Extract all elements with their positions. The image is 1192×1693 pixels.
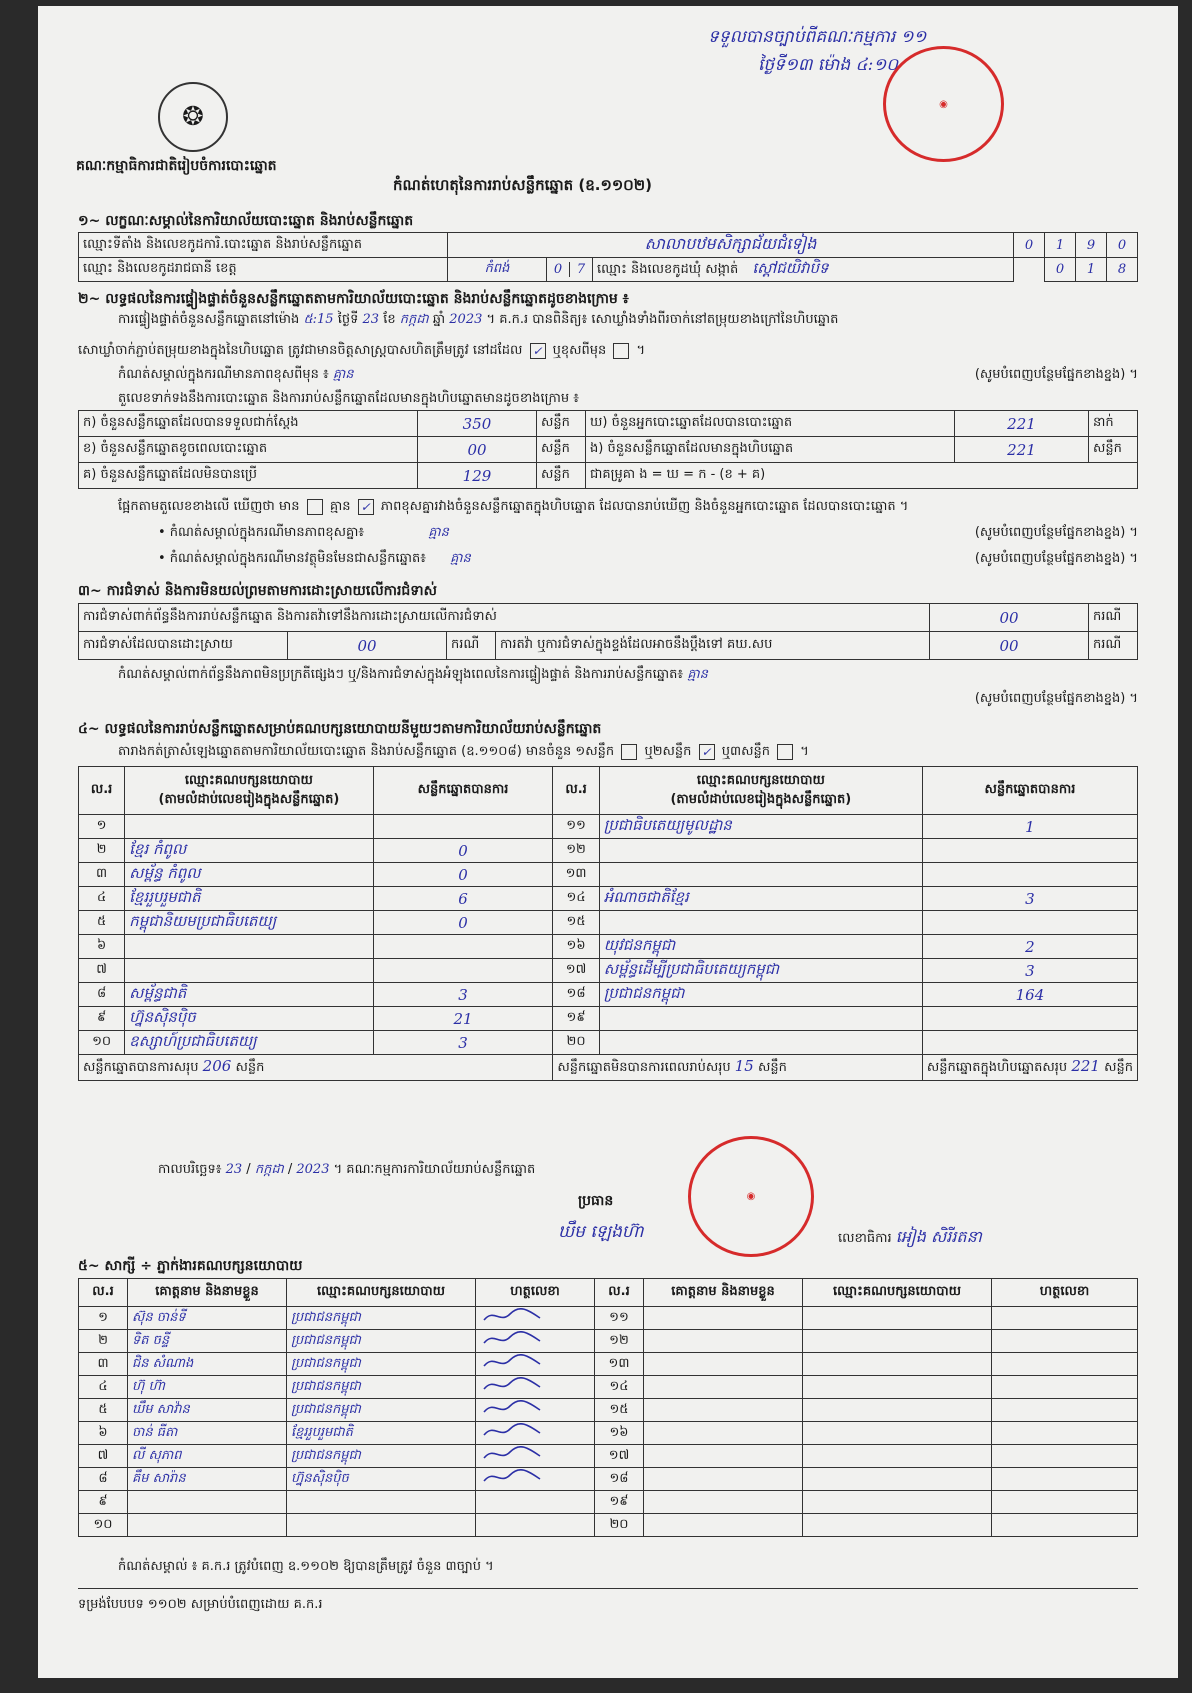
table-row <box>79 1307 1138 1330</box>
table-row <box>79 1007 1138 1031</box>
party-name: សម្ព័ន្ធ កំពូល <box>125 863 373 887</box>
row-number: ២០ <box>595 1514 644 1537</box>
witness-name <box>644 1307 803 1330</box>
check-time: ៥:15 <box>303 312 334 327</box>
total-valid-value: 206 <box>202 1057 232 1075</box>
witness-table: ល.រ គោត្តនាម និងនាមខ្លួន ឈ្មោះគណបក្សនយោបាយ ហត្ថលេខា ល.រ គោត្តនាម និងនាមខ្លួន ឈ្មោះគណបក្សនយោបាយ ហត្ថលេខា ១ ស៊ុន ចាន់ទី ប្រជាជនកម្ពុជា ១១ ២ ទិត ចន្ទី ប្រជាជនកម្ពុជា ១២ ៣ ជិន សំណាង ប្រជាជនកម្ពុជា ១៣ ៤ ហ៊ុ ហ៊ា ប្រជាជនកម្ពុជា ១៤ ៥ ឃឹម សាវ៉ាន ប្រជាជនកម្ពុជា ១៥ ៦ ចាន់ ធីតា ខ្មែររួបរួមជាតិ ១៦ ៧ លី សុភាព ប្រជាជនកម្ពុជា ១៧ ៨ គឹម សារ៉ាន ហ្វ៊ុនស៊ិនប៉ិច ១៨ ៩ ១៩ ១០ ២០ <box>78 1278 1138 1537</box>
party-votes: 3 <box>373 983 553 1007</box>
footer-divider <box>78 1588 1138 1589</box>
total-in-box-value: 221 <box>1071 1057 1100 1075</box>
appealed-objections-value: 00 <box>930 632 1089 660</box>
witness-signature <box>992 1514 1138 1537</box>
total-invalid-value: 15 <box>734 1057 754 1075</box>
table-row <box>79 959 1138 983</box>
party-votes: 2 <box>922 935 1137 959</box>
row-number: ១៤ <box>553 887 599 911</box>
three-sheets-checkbox[interactable] <box>777 744 793 760</box>
location-code-digit: 9 <box>1076 233 1107 258</box>
row-number: ១៣ <box>595 1353 644 1376</box>
witness-signature <box>992 1353 1138 1376</box>
row-number: ១៦ <box>553 935 599 959</box>
party-votes <box>373 935 553 959</box>
president-label: ប្រធាន <box>578 1193 614 1209</box>
party-votes <box>373 959 553 983</box>
row-number: ១០ <box>79 1514 128 1537</box>
witness-party: ខ្មែររួបរួមជាតិ <box>287 1422 476 1445</box>
party-votes: 164 <box>922 983 1137 1007</box>
witness-party: ប្រជាជនកម្ពុជា <box>287 1307 476 1330</box>
witness-signature <box>992 1468 1138 1491</box>
witness-party <box>803 1307 992 1330</box>
ballots-in-box-value: 221 <box>955 437 1089 463</box>
witness-name <box>644 1399 803 1422</box>
witness-signature <box>476 1376 595 1399</box>
commune-label: ឈ្មោះ និងលេខកូដឃុំ សង្កាត់ <box>597 261 739 277</box>
same-checkbox[interactable]: ✓ <box>530 343 546 359</box>
witness-party <box>287 1514 476 1537</box>
secretary-signature: អៀង សិរីរតនា <box>895 1227 982 1246</box>
party-votes <box>922 911 1137 935</box>
row-number: ១៨ <box>595 1468 644 1491</box>
witness-party <box>803 1422 992 1445</box>
witness-signature <box>992 1422 1138 1445</box>
seal-check-line2: សោឃ្លាំចាក់ភ្ជាប់តម្រុយខាងក្នុងនៃហិបឆ្នោត ត្រូវជាមានចិត្តសាស្រ្តបាសហិតត្រឹមត្រូវ នៅដដែល ✓ ឬខុសពីមុន ។ <box>78 343 646 358</box>
party-votes: 3 <box>922 959 1137 983</box>
party-name: ហ្វ៊ុនស៊ិនប៉ិច <box>125 1007 373 1031</box>
org-name: គណៈកម្មាធិការជាតិរៀបចំការបោះឆ្នោត <box>76 158 277 174</box>
witness-name <box>644 1491 803 1514</box>
ballots-in-box-label: ង) ចំនួនសន្លឹកឆ្នោតដែលមានក្នុងហិបឆ្នោត <box>586 437 955 463</box>
witness-name <box>644 1514 803 1537</box>
row-number: ១៩ <box>595 1491 644 1514</box>
witness-party: ប្រជាជនកម្ពុជា <box>287 1353 476 1376</box>
one-sheet-checkbox[interactable] <box>621 744 637 760</box>
formula-text: ជាគម្រូគា ង = ឃ = ក - (ខ + គ) <box>586 463 1138 489</box>
section1-table <box>78 232 1138 282</box>
signature-scribble <box>480 1446 550 1462</box>
party-votes <box>922 1031 1137 1055</box>
party-name <box>125 815 373 839</box>
row-number: ១៦ <box>595 1422 644 1445</box>
table-row <box>79 1399 1138 1422</box>
location-code-digit: 1 <box>1045 233 1076 258</box>
party-votes: 1 <box>922 815 1137 839</box>
party-name <box>599 1031 922 1055</box>
witness-name <box>644 1468 803 1491</box>
no-discrepancy-checkbox[interactable]: ✓ <box>358 499 374 515</box>
row-number: ៣ <box>79 1353 128 1376</box>
witness-signature <box>476 1307 595 1330</box>
witness-party <box>803 1445 992 1468</box>
seal-check-line1: ការផ្ទៀងផ្ទាត់ចំនួនសន្លឹកឆ្នោតនៅម៉ោង ៥:15 ថ្ងៃទី 23 ខែ កក្កដា ឆ្នាំ 2023 ។ គ.ក.រ បានពិនិត្យ៖ សោឃ្លាំងទាំងពីរចាក់នៅតម្រុយខាងក្រៅនៃហិបឆ្នោត <box>118 312 839 327</box>
witness-signature <box>476 1399 595 1422</box>
witness-party <box>803 1330 992 1353</box>
table-row <box>79 1491 1138 1514</box>
party-name: យុវជនកម្ពុជា <box>599 935 922 959</box>
two-sheets-checkbox[interactable]: ✓ <box>699 744 715 760</box>
witness-party: ប្រជាជនកម្ពុជា <box>287 1376 476 1399</box>
irregularity-note: កំណត់សម្គាល់ពាក់ព័ន្ធនឹងភាពមិនប្រក្រតីផ្សេងៗ ឬ/និងការជំទាស់ក្នុងអំឡុងពេលនៃការផ្ទៀងផ្ទាត់ និងការរាប់សន្លឹកឆ្នោត៖ គ្មាន <box>118 667 708 682</box>
witness-signature <box>992 1399 1138 1422</box>
location-code-digit: 0 <box>1107 233 1138 258</box>
party-name: ខ្មែរ កំពូល <box>125 839 373 863</box>
witness-name: លី សុភាព <box>128 1445 287 1468</box>
location-label: ឈ្មោះទីតាំង និងលេខកូដការិ.បោះឆ្នោត និងរាប់សន្លឹកឆ្នោត <box>79 233 448 258</box>
discrepancy-note: • កំណត់សម្គាល់ក្នុងករណីមានភាពខុសគ្នា៖ គ្មាន (សូមបំពេញបន្ថែមផ្នែកខាងខ្នង) ។ <box>158 525 1138 540</box>
witness-signature <box>476 1330 595 1353</box>
witness-party <box>803 1353 992 1376</box>
witness-name: ទិត ចន្ទី <box>128 1330 287 1353</box>
witness-party: ប្រជាជនកម្ពុជា <box>287 1330 476 1353</box>
section1-title: ១~ លក្ខណៈសម្គាល់នៃការិយាល័យបោះឆ្នោត និងរាប់សន្លឹកឆ្នោត <box>78 213 414 229</box>
check-month: កក្កដា <box>399 312 429 327</box>
table-row <box>79 911 1138 935</box>
province-label: ឈ្មោះ និងលេខកូដរាជធានី ខេត្ត <box>79 258 448 282</box>
witness-signature <box>992 1307 1138 1330</box>
table-row <box>79 1031 1138 1055</box>
row-number: ១៨ <box>553 983 599 1007</box>
witness-signature <box>992 1445 1138 1468</box>
row-number: ៧ <box>79 1445 128 1468</box>
party-name: ប្រជាធិបតេយ្យមូលដ្ឋាន <box>599 815 922 839</box>
row-number: ៦ <box>79 1422 128 1445</box>
witness-signature <box>476 1468 595 1491</box>
row-number: ៥ <box>79 911 125 935</box>
witness-party: ប្រជាជនកម្ពុជា <box>287 1399 476 1422</box>
witness-name: ឃឹម សាវ៉ាន <box>128 1399 287 1422</box>
party-votes <box>373 815 553 839</box>
witness-signature <box>992 1330 1138 1353</box>
signature-scribble <box>480 1354 550 1370</box>
signature-scribble <box>480 1308 550 1324</box>
witness-name <box>644 1330 803 1353</box>
objections-value: 00 <box>930 604 1089 632</box>
commune-value: ស្ដៅជយិវាបិទ <box>752 258 829 277</box>
signature-scribble <box>480 1423 550 1439</box>
commune-code-digit: 8 <box>1107 258 1138 282</box>
discrepancy-line: ផ្អែកតាមតួលេខខាងលើ ឃើញថា មាន គ្មាន ✓ ភាពខុសគ្នារវាងចំនួនសន្លឹកឆ្នោតក្នុងហិបឆ្នោត ដែលបានរាប់ឃើញ និងចំនួនអ្នកបោះឆ្នោត ដែលបានបោះឆ្នោត ។ <box>118 499 909 514</box>
row-number: ៣ <box>79 863 125 887</box>
party-votes <box>922 839 1137 863</box>
location-value: សាលាបឋមសិក្សាជ័យជំទៀង <box>448 233 1014 258</box>
province-value: កំពង់ <box>448 258 547 282</box>
witness-signature <box>476 1353 595 1376</box>
witness-name <box>644 1445 803 1468</box>
witness-party <box>803 1514 992 1537</box>
difference-note-line: កំណត់សម្គាល់ក្នុងករណីមានភាពខុសពីមុន ៖ គ្មាន (សូមបំពេញបន្ថែមផ្នែកខាងខ្នង) ។ <box>118 367 1138 382</box>
row-number: ១០ <box>79 1031 125 1055</box>
resolved-objections-value: 00 <box>288 632 447 660</box>
table-row <box>79 1468 1138 1491</box>
difference-note-value: គ្មាន <box>332 367 354 382</box>
witness-party <box>803 1376 992 1399</box>
resolved-objections-label: ការជំទាស់ដែលបានដោះស្រាយ <box>79 632 288 660</box>
row-number: ៤ <box>79 887 125 911</box>
signature-scribble <box>480 1400 550 1416</box>
party-votes: 6 <box>373 887 553 911</box>
witness-name: ចាន់ ធីតា <box>128 1422 287 1445</box>
row-number: ៨ <box>79 1468 128 1491</box>
witness-name: ស៊ុន ចាន់ទី <box>128 1307 287 1330</box>
has-discrepancy-checkbox[interactable] <box>307 499 323 515</box>
commune-code-digit: 0 <box>1045 258 1076 282</box>
witness-party <box>803 1468 992 1491</box>
party-votes: 0 <box>373 911 553 935</box>
witness-name: ជិន សំណាង <box>128 1353 287 1376</box>
witness-name: គឹម សារ៉ាន <box>128 1468 287 1491</box>
row-number: ៧ <box>79 959 125 983</box>
form-title: កំណត់ហេតុនៃការរាប់សន្លឹកឆ្នោត (ឧ.១១០២) <box>393 176 653 194</box>
objections-label: ការជំទាស់ពាក់ព័ន្ធនឹងការរាប់សន្លឹកឆ្នោត និងការតវ៉ាទៅនឹងការដោះស្រាយលើការជំទាស់ <box>79 604 930 632</box>
row-number: ១១ <box>553 815 599 839</box>
signature-scribble <box>480 1377 550 1393</box>
witness-party: ប្រជាជនកម្ពុជា <box>287 1445 476 1468</box>
party-votes: 3 <box>373 1031 553 1055</box>
witness-signature <box>476 1491 595 1514</box>
witness-signature <box>476 1445 595 1468</box>
received-ballots-label: ក) ចំនួនសន្លឹកឆ្នោតដែលបានទទួលជាក់ស្ដែង <box>79 411 418 437</box>
witness-party <box>287 1491 476 1514</box>
table-row <box>79 983 1138 1007</box>
row-number: ១៧ <box>553 959 599 983</box>
voters-value: 221 <box>955 411 1089 437</box>
row-number: ៩ <box>79 1491 128 1514</box>
official-stamp-top: ◉ <box>883 46 1004 162</box>
witness-name <box>128 1514 287 1537</box>
table-row <box>79 1353 1138 1376</box>
party-name: កម្ពុជានិយមប្រជាធិបតេយ្យ <box>125 911 373 935</box>
row-number: ៤ <box>79 1376 128 1399</box>
row-number: ១៤ <box>595 1376 644 1399</box>
row-number: ១២ <box>553 839 599 863</box>
party-name: អំណាចជាតិខ្មែរ <box>599 887 922 911</box>
party-votes: 21 <box>373 1007 553 1031</box>
party-name: សម្ព័ន្ធដើម្បីប្រជាធិបតេយ្យកម្ពុជា <box>599 959 922 983</box>
party-name <box>125 959 373 983</box>
party-name <box>599 839 922 863</box>
row-number: ១ <box>79 815 125 839</box>
table-row <box>79 887 1138 911</box>
official-stamp-committee: ◉ <box>688 1136 814 1257</box>
commune-code-digit: 1 <box>1076 258 1107 282</box>
table-row <box>79 1330 1138 1353</box>
received-ballots-value: 350 <box>418 411 537 437</box>
nec-emblem-icon: ❂ <box>158 82 228 152</box>
party-name <box>125 935 373 959</box>
witness-name: ហ៊ុ ហ៊ា <box>128 1376 287 1399</box>
row-number: ១១ <box>595 1307 644 1330</box>
party-name <box>599 1007 922 1031</box>
witness-signature <box>476 1514 595 1537</box>
province-code-digit: 0 <box>547 262 570 277</box>
party-results-table: ល.រ ឈ្មោះគណបក្សនយោបាយ (តាមលំដាប់លេខរៀងក្នុងសន្លឹកឆ្នោត) សន្លឹកឆ្នោតបានការ ល.រ ឈ្មោះគណបក្សនយោបាយ (តាមលំដាប់លេខរៀងក្នុងសន្លឹកឆ្នោត) សន្លឹកឆ្នោតបានការ ១ ១១ ប្រជាធិបតេយ្យមូលដ្ឋាន 1 ២ ខ្មែរ កំពូល 0 ១២ ៣ សម្ព័ន្ធ កំពូល 0 ១៣ ៤ ខ្មែររួបរួមជាតិ 6 ១៤ អំណាចជាតិខ្មែរ 3 ៥ កម្ពុជានិយមប្រជាធិបតេយ្យ 0 ១៥ ៦ ១៦ យុវជនកម្ពុជា 2 ៧ ១៧ សម្ព័ន្ធដើម្បីប្រជាធិបតេយ្យកម្ពុជា 3 ៨ សម្ព័ន្ធជាតិ 3 ១៨ ប្រជាជនកម្ពុជា 164 ៩ ហ្វ៊ុនស៊ិនប៉ិច 21 ១៩ ១០ ឧស្សាហ៍ប្រជាធិបតេយ្យ 3 ២០ សន្លឹកឆ្នោតបានការសរុប 206 សន្លឹក សន្លឹកឆ្នោតមិនបានការពេលរាប់សរុប 15 សន្លឹក សន្លឹកឆ្នោតក្នុងហិបឆ្នោតសរុប 221 សន្លឹក <box>78 766 1138 1081</box>
row-number: ៦ <box>79 935 125 959</box>
table-row <box>79 815 1138 839</box>
party-name: សម្ព័ន្ធជាតិ <box>125 983 373 1007</box>
section5-title: ៥~ សាក្សី ÷ ភ្នាក់ងារគណបក្សនយោបាយ <box>78 1258 303 1274</box>
handwritten-note-2: ថ្ងៃទី១៣ ម៉ោង ៤:១០ <box>758 55 899 75</box>
signature-scribble <box>480 1331 550 1347</box>
table-row <box>79 935 1138 959</box>
party-name: ខ្មែររួបរួមជាតិ <box>125 887 373 911</box>
party-name: ឧស្សាហ៍ប្រជាធិបតេយ្យ <box>125 1031 373 1055</box>
ballot-figures-table: ក) ចំនួនសន្លឹកឆ្នោតដែលបានទទួលជាក់ស្ដែង 350 សន្លឹក ឃ) ចំនួនអ្នកបោះឆ្នោតដែលបានបោះឆ្នោត 221 នាក់ ខ) ចំនួនសន្លឹកឆ្នោតខូចពេលបោះឆ្នោត 00 សន្លឹក ង) ចំនួនសន្លឹកឆ្នោតដែលមានក្នុងហិបឆ្នោត 221 សន្លឹក គ) ចំនួនសន្លឹកឆ្នោតដែលមិនបានប្រើ 129 សន្លឹក ជាគម្រូគា ង = ឃ = ក - (ខ + គ) <box>78 410 1138 489</box>
party-name: ប្រជាជនកម្ពុជា <box>599 983 922 1007</box>
figures-intro: តួលេខទាក់ទងនឹងការបោះឆ្នោត និងការរាប់សន្លឹកឆ្នោតដែលមានក្នុងហិបឆ្នោតមានដូចខាងក្រោម ៖ <box>118 391 579 406</box>
unused-ballots-value: 129 <box>418 463 537 489</box>
section4-title: ៤~ លទ្ធផលនៃការរាប់សន្លឹកឆ្នោតសម្រាប់គណបក្សនយោបាយនីមួយៗតាមការិយាល័យរាប់សន្លឹកឆ្នោត <box>78 721 602 737</box>
witness-name <box>644 1353 803 1376</box>
secretary-line: លេខាធិការ អៀង សិរីរតនា <box>838 1227 982 1246</box>
signature-scribble <box>480 1469 550 1485</box>
form-paper: ទទួលបានច្បាប់ពីគណៈកម្មការ ១១ ថ្ងៃទី១៣ ម៉ោង ៤:១០ ◉ ❂ គណៈកម្មាធិការជាតិរៀបចំការបោះឆ្នោត កំណត់ហេតុនៃការរាប់សន្លឹកឆ្នោត (ឧ.១១០២) ១~ លក្ខណៈសម្គាល់នៃការិយាល័យបោះឆ្នោត និងរាប់សន្លឹកឆ្នោត ឈ្មោះទីតាំង និងលេខកូដការិ.បោះឆ្នោត និងរាប់សន្លឹកឆ្នោត សាលាបឋមសិក្សាជ័យជំទៀង 0 1 9 0 ឈ្មោះ និងលេខកូដរាជធានី ខេត្ត កំពង់ 0 7 ឈ្មោះ និងលេខកូដឃុំ សង្កាត់ ស្ដៅជយិវាបិទ 0 1 8 ២~ លទ្ធផលនៃការផ្ទៀងផ្ទាត់ចំនួនសន្លឹកឆ្នោតតាមការិយាល័យបោះឆ្នោត និងរាប់សន្លឹកឆ្នោតដូចខាងក្រោម ៖ ការផ្ទៀងផ្ទាត់ចំនួនសន្លឹកឆ្នោតនៅម៉ោង ៥:15 ថ្ងៃទី 23 ខែ កក្កដា ឆ្នាំ 2023 ។ គ.ក.រ បានពិនិត្យ៖ សោឃ្លាំងទាំងពីរចាក់នៅតម្រុយខាងក្រៅនៃហិបឆ្នោត សោឃ្លាំចាក់ភ្ជាប់តម្រុយខាងក្នុងនៃហិបឆ្នោត ត្រូវជាមានចិត្តសាស្រ្តបាសហិតត្រឹមត្រូវ នៅដដែល ✓ ឬខុសពីមុន ។ កំណត់សម្គាល់ក្នុងករណីមានភាពខុសពីមុន ៖ គ្មាន (សូមបំពេញបន្ថែមផ្នែកខាងខ្នង) ។ តួលេខទាក់ទងនឹងការបោះឆ្នោត និងការរាប់សន្លឹកឆ្នោតដែលមានក្នុងហិបឆ្នោតមានដូចខាងក្រោម ៖ ក) ចំនួនសន្លឹកឆ្នោតដែលបានទទួលជាក់ស្ដែង 350 សន្លឹក ឃ) ចំនួនអ្នកបោះឆ្នោតដែលបានបោះឆ្នោត 221 នាក់ ខ) ចំនួនសន្លឹកឆ្នោតខូចពេលបោះឆ្នោត 00 សន្លឹក ង) ចំនួនសន្លឹកឆ្នោតដែលមានក្នុងហិបឆ្នោត 221 សន្លឹក គ) ចំនួនសន្លឹកឆ្នោតដែលមិនបានប្រើ 129 សន្លឹក ជាគម្រូគា ង = ឃ = ក - (ខ + គ) ផ្អែកតាមតួលេខខាងលើ ឃើញថា មាន គ្មាន ✓ ភាពខុសគ្នារវាងចំនួនសន្លឹកឆ្នោតក្នុងហិបឆ្នោត ដែលបានរាប់ឃើញ និងចំនួនអ្នកបោះឆ្នោត ដែលបានបោះឆ្នោត ។ • កំណត់សម្គាល់ក្នុងករណីមានភាពខុសគ្នា៖ គ្មាន (សូមបំពេញបន្ថែមផ្នែកខាងខ្នង) ។ • កំណត់សម្គាល់ក្នុងករណីមានវត្ថុមិនមែនជាសន្លឹកឆ្នោត៖ គ្មាន (សូមបំពេញបន្ថែមផ្នែកខាងខ្នង) ។ ៣~ ការជំទាស់ និងការមិនយល់ព្រមតាមការដោះស្រាយលើការជំទាស់ ការជំទាស់ពាក់ព័ន្ធនឹងការរាប់សន្លឹកឆ្នោត និងការតវ៉ាទៅនឹងការដោះស្រាយលើការជំទាស់ 00 ករណី ការជំទាស់ដែលបានដោះស្រាយ 00 ករណី ការតវ៉ា ឬការជំទាស់ក្នុងខ្ទង់ដែលអាចនឹងប្ដឹងទៅ គឃ.សប 00 ករណី កំណត់សម្គាល់ពាក់ព័ន្ធនឹងភាពមិនប្រក្រតីផ្សេងៗ ឬ/និងការជំទាស់ក្នុងអំឡុងពេលនៃការផ្ទៀងផ្ទាត់ និងការរាប់សន្លឹកឆ្នោត៖ គ្មាន (សូមបំពេញបន្ថែមផ្នែកខាងខ្នង) ។ ៤~ លទ្ធផលនៃការរាប់សន្លឹកឆ្នោតសម្រាប់គណបក្សនយោបាយនីមួយៗតាមការិយាល័យរាប់សន្លឹកឆ្នោត តារាងកត់ត្រាសំឡេងឆ្នោតតាមការិយាល័យបោះឆ្នោត និងរាប់សន្លឹកឆ្នោត (ឧ.១១០៨) មានចំនួន ១សន្លឹក ឬ២សន្លឹក ✓ ឬ៣សន្លឹក ។ ល.រ ឈ្មោះគណបក្សនយោបាយ (តាមលំដាប់លេខរៀងក្នុងសន្លឹកឆ្នោត) សន្លឹកឆ្នោតបានការ ល.រ ឈ្មោះគណបក្សនយោបាយ (តាមលំដាប់លេខរៀងក្នុងសន្លឹកឆ្នោត) សន្លឹកឆ្នោតបានការ ១ ១១ ប្រជាធិបតេយ្យមូលដ្ឋាន 1 ២ ខ្មែរ កំពូល 0 ១២ ៣ សម្ព័ន្ធ កំពូល 0 ១៣ ៤ ខ្មែររួបរួមជាតិ 6 ១៤ អំណាចជាតិខ្មែរ 3 ៥ កម្ពុជានិយមប្រជាធិបតេយ្យ 0 ១៥ ៦ ១៦ យុវជនកម្ពុជា 2 ៧ ១៧ សម្ព័ន្ធដើម្បីប្រជាធិបតេយ្យកម្ពុជា 3 ៨ សម្ព័ន្ធជាតិ 3 ១៨ ប្រជាជនកម្ពុជា 164 ៩ ហ្វ៊ុនស៊ិនប៉ិច 21 ១៩ ១០ ឧស្សាហ៍ប្រជាធិបតេយ្យ 3 ២០ សន្លឹកឆ្នោតបានការសរុប 206 សន្លឹក សន្លឹកឆ្នោតមិនបានការពេលរាប់សរុប 15 សន្លឹក សន្លឹកឆ្នោតក្នុងហិបឆ្នោតសរុប 221 សន្លឹក កាលបរិច្ឆេទ៖ 23 / កក្កដា / 2023 ។ គណៈកម្មការការិយាល័យរាប់សន្លឹកឆ្នោត ◉ ប្រធាន ឃឹម ឡេងហ៊ា លេខាធិការ អៀង សិរីរតនា ៥~ សាក្សី ÷ ភ្នាក់ងារគណបក្សនយោបាយ ល.រ គោត្តនាម និងនាមខ្លួន ឈ្មោះគណបក្សនយោបាយ ហត្ថលេខា ល.រ គោត្តនាម និងនាមខ្លួន ឈ្មោះគណបក្សនយោបាយ ហត្ថលេខា ១ ស៊ុន ចាន់ទី ប្រជាជនកម្ពុជា ១១ ២ ទិត ចន្ទី ប្រជាជនកម្ពុជា ១២ ៣ ជិន សំណាង ប្រជាជនកម្ពុជា ១៣ ៤ ហ៊ុ ហ៊ា ប្រជាជនកម្ពុជា ១៤ ៥ ឃឹម សាវ៉ាន ប្រជាជនកម្ពុជា ១៥ ៦ ចាន់ ធីតា ខ្មែររួបរួមជាតិ ១៦ ៧ លី សុភាព ប្រជាជនកម្ពុជា ១៧ ៨ គឹម សារ៉ាន ហ្វ៊ុនស៊ិនប៉ិច ១៨ ៩ ១៩ ១០ ២០ កំណត់សម្គាល់ ៖ គ.ក.រ ត្រូវបំពេញ ឧ.១១០២ ឱ្យបានត្រឹមត្រូវ ចំនួន ៣ច្បាប់ ។ ទម្រង់បែបបទ ១១០២ សម្រាប់បំពេញដោយ គ.ក.រ <box>38 6 1178 1678</box>
row-number: ១ <box>79 1307 128 1330</box>
table-row <box>79 839 1138 863</box>
spoiled-ballots-label: ខ) ចំនួនសន្លឹកឆ្នោតខូចពេលបោះឆ្នោត <box>79 437 418 463</box>
voters-label: ឃ) ចំនួនអ្នកបោះឆ្នោតដែលបានបោះឆ្នោត <box>586 411 955 437</box>
footer-note: កំណត់សម្គាល់ ៖ គ.ក.រ ត្រូវបំពេញ ឧ.១១០២ ឱ្យបានត្រឹមត្រូវ ចំនួន ៣ច្បាប់ ។ <box>118 1559 494 1574</box>
witness-name <box>644 1376 803 1399</box>
row-number: ២ <box>79 1330 128 1353</box>
witness-party <box>803 1491 992 1514</box>
party-votes: 3 <box>922 887 1137 911</box>
party-votes: 0 <box>373 839 553 863</box>
row-number: ១៥ <box>553 911 599 935</box>
row-number: ២ <box>79 839 125 863</box>
check-year: 2023 <box>449 312 483 327</box>
handwritten-note-1: ទទួលបានច្បាប់ពីគណៈកម្មការ ១១ <box>708 27 927 47</box>
foreign-object-note: • កំណត់សម្គាល់ក្នុងករណីមានវត្ថុមិនមែនជាសន្លឹកឆ្នោត៖ គ្មាន (សូមបំពេញបន្ថែមផ្នែកខាងខ្នង) ។ <box>158 551 1138 566</box>
row-number: ៥ <box>79 1399 128 1422</box>
witness-signature <box>992 1376 1138 1399</box>
row-number: ៩ <box>79 1007 125 1031</box>
row-number: ១៣ <box>553 863 599 887</box>
party-votes <box>922 863 1137 887</box>
location-code-digit: 0 <box>1014 233 1045 258</box>
witness-name <box>644 1422 803 1445</box>
province-code-digit: 7 <box>576 262 586 277</box>
row-number: ៨ <box>79 983 125 1007</box>
appealed-objections-label: ការតវ៉ា ឬការជំទាស់ក្នុងខ្ទង់ដែលអាចនឹងប្ដឹងទៅ គឃ.សប <box>496 632 930 660</box>
party-name <box>599 911 922 935</box>
table-row <box>79 1422 1138 1445</box>
president-signature: ឃឹម ឡេងហ៊ា <box>558 1222 644 1242</box>
witness-signature <box>476 1422 595 1445</box>
party-name <box>599 863 922 887</box>
changed-checkbox[interactable] <box>613 343 629 359</box>
witness-signature <box>992 1491 1138 1514</box>
tally-sheet-count-line: តារាងកត់ត្រាសំឡេងឆ្នោតតាមការិយាល័យបោះឆ្នោត និងរាប់សន្លឹកឆ្នោត (ឧ.១១០៨) មានចំនួន ១សន្លឹក ឬ២សន្លឹក ✓ ឬ៣សន្លឹក ។ <box>118 744 809 759</box>
witness-party <box>803 1399 992 1422</box>
row-number: ១៩ <box>553 1007 599 1031</box>
form-footer: ទម្រង់បែបបទ ១១០២ សម្រាប់បំពេញដោយ គ.ក.រ <box>78 1597 323 1612</box>
date-line: កាលបរិច្ឆេទ៖ 23 / កក្កដា / 2023 ។ គណៈកម្មការការិយាល័យរាប់សន្លឹកឆ្នោត <box>158 1162 536 1177</box>
party-votes <box>922 1007 1137 1031</box>
table-row <box>79 863 1138 887</box>
table-row <box>79 1445 1138 1468</box>
table-row <box>79 1376 1138 1399</box>
section3-title: ៣~ ការជំទាស់ និងការមិនយល់ព្រមតាមការដោះស្រាយលើការជំទាស់ <box>78 583 437 599</box>
unused-ballots-label: គ) ចំនួនសន្លឹកឆ្នោតដែលមិនបានប្រើ <box>79 463 418 489</box>
check-day: 23 <box>362 312 380 327</box>
row-number: ២០ <box>553 1031 599 1055</box>
objections-table: ការជំទាស់ពាក់ព័ន្ធនឹងការរាប់សន្លឹកឆ្នោត និងការតវ៉ាទៅនឹងការដោះស្រាយលើការជំទាស់ 00 ករណី ការជំទាស់ដែលបានដោះស្រាយ 00 ករណី ការតវ៉ា ឬការជំទាស់ក្នុងខ្ទង់ដែលអាចនឹងប្ដឹងទៅ គឃ.សប 00 ករណី <box>78 603 1138 660</box>
row-number: ១៧ <box>595 1445 644 1468</box>
row-number: ១៥ <box>595 1399 644 1422</box>
row-number: ១២ <box>595 1330 644 1353</box>
spoiled-ballots-value: 00 <box>418 437 537 463</box>
party-votes: 0 <box>373 863 553 887</box>
table-row <box>79 1514 1138 1537</box>
witness-name <box>128 1491 287 1514</box>
section2-title: ២~ លទ្ធផលនៃការផ្ទៀងផ្ទាត់ចំនួនសន្លឹកឆ្នោតតាមការិយាល័យបោះឆ្នោត និងរាប់សន្លឹកឆ្នោតដូចខាងក្រោម ៖ <box>78 291 629 307</box>
witness-party: ហ្វ៊ុនស៊ិនប៉ិច <box>287 1468 476 1491</box>
